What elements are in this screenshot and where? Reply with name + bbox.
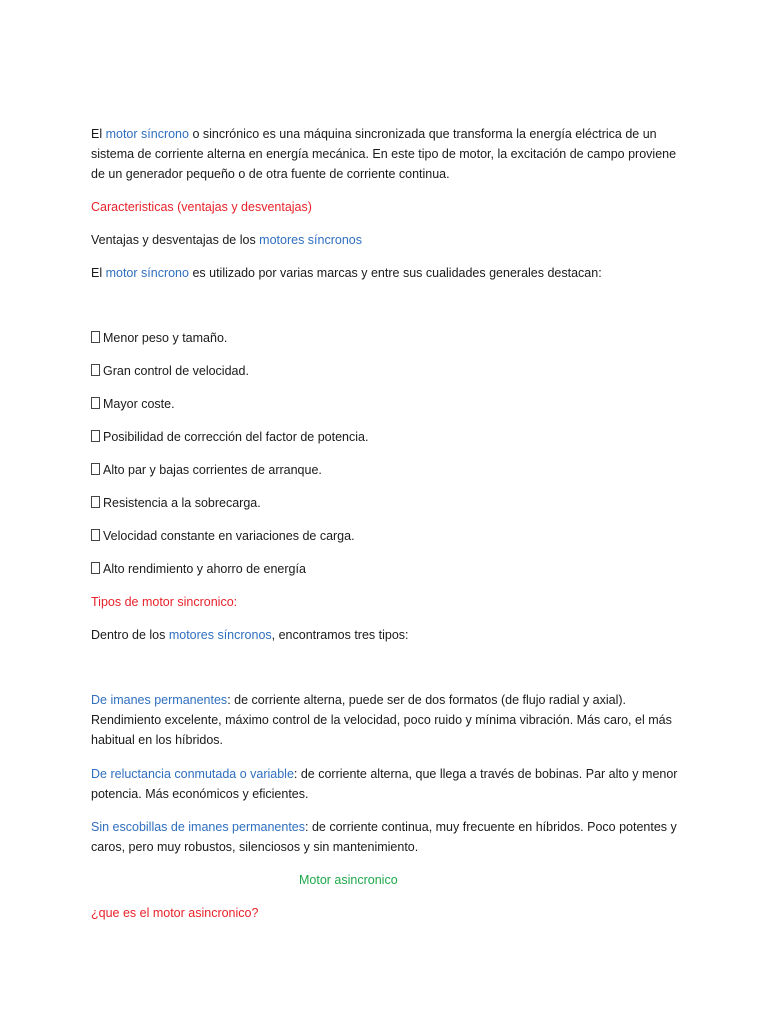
characteristics-heading: Caracteristicas (ventajas y desventajas) (91, 200, 312, 214)
type-name-link[interactable]: Sin escobillas de imanes permanentes (91, 820, 306, 834)
type-desc: : de corriente continua, muy frecuente en híbridos. Poco potentes y caros, pero muy robustos, silenciosos y sin mantenimiento. (91, 820, 677, 854)
bullet-box-icon (91, 430, 100, 442)
usage-line (91, 263, 681, 283)
bullet-box-icon (91, 496, 100, 508)
bullet-box-icon (91, 562, 100, 574)
bullet-box-icon (91, 331, 100, 343)
type-desc: : de corriente alterna, que llega a través de bobinas. Par alto y menor potencia. Más económicos y eficientes. (91, 767, 678, 801)
list-item (91, 526, 681, 546)
quality-text: Alto par y bajas corrientes de arranque. (103, 463, 322, 477)
advantages-term-link[interactable]: motores síncronos (259, 233, 362, 247)
list-item (91, 361, 681, 381)
intro-el: El (91, 127, 106, 141)
types-intro-rest: , encontramos tres tipos: (271, 628, 409, 642)
types-intro-text: Dentro de los (91, 628, 169, 642)
type-paragraph-reluctance (91, 764, 681, 804)
intro-paragraph (91, 124, 681, 184)
list-item (91, 559, 681, 579)
quality-text: Alto rendimiento y ahorro de energía (103, 562, 306, 576)
advantages-line (91, 230, 681, 250)
type-name-link[interactable]: De reluctancia conmutada o variable (91, 767, 294, 781)
quality-text: Mayor coste. (103, 397, 175, 411)
list-item (91, 394, 681, 414)
type-desc: : de corriente alterna, puede ser de dos formatos (de flujo radial y axial). Rendimiento excelente, máximo control de la velocidad, poco ruido y mínima vibración. Más caro, el más habitual en los híbridos. (91, 693, 672, 747)
usage-term-link[interactable]: motor síncrono (105, 266, 189, 280)
type-paragraph-brushless (91, 817, 681, 857)
types-intro (91, 625, 681, 645)
types-intro-term-link[interactable]: motores síncronos (168, 628, 272, 642)
quality-text: Velocidad constante en variaciones de carga. (103, 529, 355, 543)
list-item (91, 493, 681, 513)
types-heading: Tipos de motor sincronico: (91, 595, 238, 609)
list-item (91, 460, 681, 480)
quality-text: Menor peso y tamaño. (103, 331, 228, 345)
advantages-text: Ventajas y desventajas de los (91, 233, 260, 247)
list-item (91, 328, 681, 348)
list-item (91, 427, 681, 447)
type-paragraph-permanent-magnets (91, 690, 681, 750)
usage-el: El (91, 266, 106, 280)
quality-text: Posibilidad de corrección del factor de potencia. (103, 430, 369, 444)
intro-rest: o sincrónico es una máquina sincronizada que transforma la energía eléctrica de un sistema de corriente alterna en energía mecánica. En este tipo de motor, la excitación de campo proviene de un generador pequeño o de otra fuente de corriente continua. (91, 127, 677, 181)
bullet-box-icon (91, 463, 100, 475)
type-name-link[interactable]: De imanes permanentes (91, 693, 228, 707)
usage-rest: es utilizado por varias marcas y entre sus cualidades generales destacan: (188, 266, 602, 280)
quality-text: Gran control de velocidad. (103, 364, 249, 378)
intro-term-link[interactable]: motor síncrono (105, 127, 189, 141)
bullet-box-icon (91, 364, 100, 376)
bullet-box-icon (91, 397, 100, 409)
bullet-box-icon (91, 529, 100, 541)
quality-text: Resistencia a la sobrecarga. (103, 496, 261, 510)
async-question: ¿que es el motor asincronico? (91, 906, 259, 920)
async-heading: Motor asincronico (299, 873, 398, 887)
